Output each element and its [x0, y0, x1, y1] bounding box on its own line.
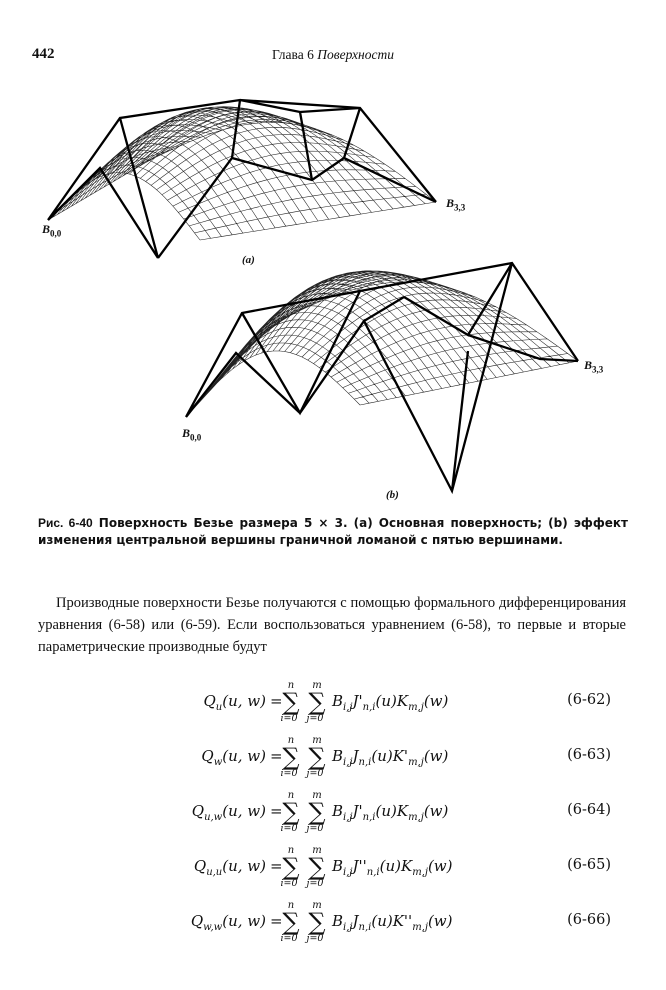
equation-number: (6-63): [567, 747, 611, 763]
equation-rhs: $B_{i,j}J''_{n,i}(u)K_{m,j}(w)$: [332, 857, 453, 878]
equation-rhs: $B_{i,j}J'_{n,i}(u)K_{m,j}(w)$: [332, 802, 449, 823]
page-number: 442: [32, 46, 55, 62]
sum-j: m ∑ j=0: [306, 735, 326, 779]
equation-row: [0, 845, 666, 895]
equation-number: (6-66): [567, 912, 611, 928]
sum-j: m ∑ j=0: [306, 680, 326, 724]
figure-b-panel-label: (b): [386, 489, 399, 501]
equation-row: [0, 900, 666, 950]
chapter-title: Поверхности: [317, 47, 394, 62]
equation-rhs: $B_{i,j}J_{n,i}(u)K''_{m,j}(w)$: [332, 912, 453, 933]
sum-i: n ∑ i=0: [280, 680, 300, 724]
equation-lhs: $Q_{u,w}(u$, w): [191, 802, 266, 823]
figure-a-label-b00: $B_{0,0}$: [42, 222, 62, 239]
sum-j: m ∑ j=0: [306, 900, 326, 944]
equation-lhs: $Q_u(u$, w): [203, 692, 266, 713]
body-paragraph: Производные поверхности Безье получаются с помощью формального дифференцирования уравнения (6-58) или (6-59). Если воспользоваться уравнением (6-58), то первые и вторые параметрические производные будут: [38, 595, 626, 655]
equation-rhs: $B_{i,j}J'_{n,i}(u)K_{m,j}(w)$: [332, 692, 449, 713]
equation-lhs: $Q_w(u$, w): [201, 747, 266, 768]
equation-equals: =: [270, 692, 283, 710]
caption-text: Поверхность Безье размера 5 × 3. (a) Основная поверхность; (b) эффект изменения центральной вершины граничной ломаной с пятью вершинами.: [38, 516, 628, 547]
chapter-label: Глава 6: [272, 47, 314, 62]
equation-equals: =: [270, 747, 283, 765]
equation-equals: =: [270, 857, 283, 875]
figure-b-label-b33: $B_{3,3}$: [584, 358, 604, 375]
figure-a-bezier-surface: [0, 70, 666, 280]
equation-equals: =: [270, 912, 283, 930]
running-head: [0, 47, 666, 63]
sum-i: n ∑ i=0: [280, 735, 300, 779]
mesh-grid: [186, 271, 578, 417]
figure-a-label-b33: $B_{3,3}$: [446, 196, 466, 213]
equation-number: (6-65): [567, 857, 611, 873]
figure-b-control-net: [186, 263, 578, 491]
figure-caption: [38, 515, 628, 549]
equation-lhs: $Q_{w,w}(u$, w): [190, 912, 266, 933]
equation-row: [0, 790, 666, 840]
sum-i: n ∑ i=0: [280, 900, 300, 944]
equation-row: [0, 680, 666, 730]
equation-row: [0, 735, 666, 785]
equation-rhs: $B_{i,j}J_{n,i}(u)K'_{m,j}(w)$: [332, 747, 449, 768]
sum-i: n ∑ i=0: [280, 845, 300, 889]
figure-b-bezier-surface: [0, 255, 666, 505]
equation-equals: =: [270, 802, 283, 820]
sum-i: n ∑ i=0: [280, 790, 300, 834]
equation-lhs: $Q_{u,u}(u$, w): [193, 857, 266, 878]
equation-number: (6-64): [567, 802, 611, 818]
page-header: [0, 46, 666, 66]
sum-j: m ∑ j=0: [306, 845, 326, 889]
sum-j: m ∑ j=0: [306, 790, 326, 834]
caption-label: Рис. 6-40: [38, 516, 93, 530]
equation-number: (6-62): [567, 692, 611, 708]
figure-b-label-b00: $B_{0,0}$: [182, 426, 202, 443]
figure-b-mesh: [186, 271, 578, 417]
figure-a-panel-label: (a): [242, 254, 255, 266]
